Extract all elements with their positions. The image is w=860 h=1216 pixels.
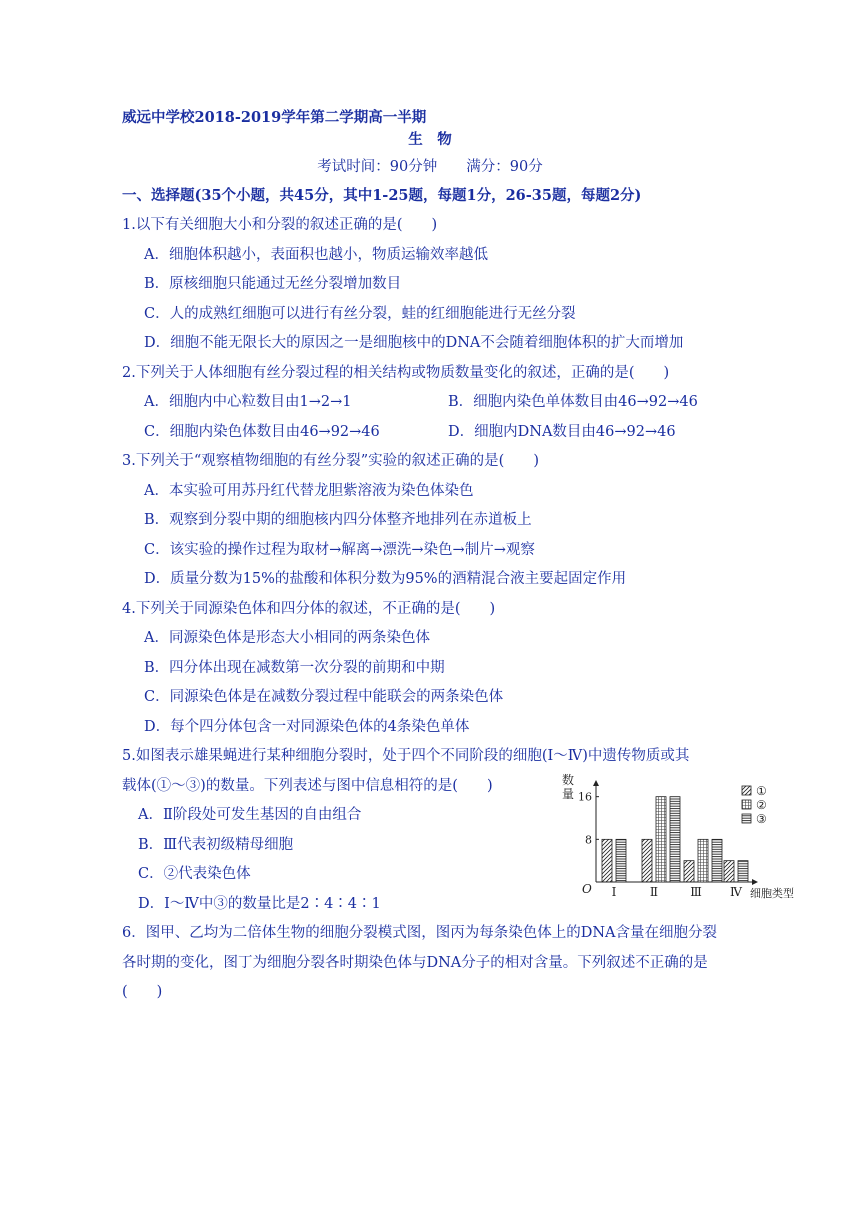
bar-4-series-1	[724, 861, 734, 882]
x-axis-label: 细胞类型	[750, 887, 794, 900]
school-title: 威远中学校2018-2019学年第二学期高一半期	[122, 109, 427, 126]
bar-3-series-2	[698, 839, 708, 882]
bar-2-series-1	[642, 839, 652, 882]
cell-division-bar-chart	[556, 772, 798, 902]
legend-swatch-3	[742, 814, 751, 823]
question-4-option-a: A．同源染色体是形态大小相同的两条染色体	[144, 630, 430, 646]
question-2-stem: 2.下列关于人体细胞有丝分裂过程的相关结构或物质数量变化的叙述，正确的是( )	[122, 365, 670, 381]
question-1-option-a: A．细胞体积越小，表面积也越小，物质运输效率越低	[144, 247, 488, 263]
question-4-option-d: D．每个四分体包含一对同源染色体的4条染色单体	[144, 719, 470, 735]
bar-3-series-1	[684, 861, 694, 882]
question-3-option-b: B．观察到分裂中期的细胞核内四分体整齐地排列在赤道板上	[144, 512, 532, 528]
bar-2-series-3	[670, 797, 680, 882]
x-tick-label-1: Ⅰ	[611, 885, 617, 899]
x-tick-label-3: Ⅲ	[690, 885, 702, 899]
exam-info: 考试时间：90分钟 满分：90分	[317, 159, 543, 175]
legend-label-1: ①	[756, 784, 767, 798]
question-4-stem: 4.下列关于同源染色体和四分体的叙述，不正确的是( )	[122, 601, 496, 617]
question-2-option-c: C．细胞内染色体数目由46→92→46	[144, 424, 380, 440]
y-axis-label-2: 量	[562, 787, 575, 801]
question-5-option-c: C．②代表染色体	[138, 866, 251, 882]
bar-1-series-1	[602, 839, 612, 882]
question-5-option-a: A．Ⅱ阶段处可发生基因的自由组合	[138, 807, 362, 823]
x-axis-arrow	[752, 879, 758, 885]
question-3-stem: 3.下列关于“观察植物细胞的有丝分裂”实验的叙述正确的是( )	[122, 453, 539, 469]
bar-2-series-2	[656, 797, 666, 882]
question-4-option-c: C．同源染色体是在减数分裂过程中能联会的两条染色体	[144, 689, 504, 705]
y-tick-label-8: 8	[585, 833, 592, 847]
legend-label-2: ②	[756, 798, 767, 812]
section-title: 一、选择题(35个小题，共45分，其中1-25题，每题1分，26-35题，每题2分)	[122, 187, 642, 204]
question-1-option-b: B．原核细胞只能通过无丝分裂增加数目	[144, 276, 402, 292]
bar-4-series-3	[738, 861, 748, 882]
bar-1-series-3	[616, 839, 626, 882]
y-tick-label-16: 16	[578, 790, 592, 804]
question-3-option-a: A．本实验可用苏丹红代替龙胆紫溶液为染色体染色	[144, 483, 474, 499]
question-3-option-c: C．该实验的操作过程为取材→解离→漂洗→染色→制片→观察	[144, 542, 535, 558]
subject-title: 生 物	[408, 131, 452, 148]
question-1-option-d: D．细胞不能无限长大的原因之一是细胞核中的DNA不会随着细胞体积的扩大而增加	[144, 335, 684, 351]
question-6-stem-line-2: 各时期的变化，图丁为细胞分裂各时期染色体与DNA分子的相对含量。下列叙述不正确的是	[122, 955, 708, 971]
question-3-option-d: D．质量分数为15%的盐酸和体积分数为95%的酒精混合液主要起固定作用	[144, 571, 627, 587]
legend-swatch-1	[742, 786, 751, 795]
question-5-option-d: D．Ⅰ～Ⅳ中③的数量比是2∶4∶4∶1	[138, 896, 381, 912]
legend-swatch-2	[742, 800, 751, 809]
x-tick-label-2: Ⅱ	[649, 885, 659, 899]
question-1-option-c: C．人的成熟红细胞可以进行有丝分裂，蛙的红细胞能进行无丝分裂	[144, 306, 576, 322]
question-2-option-b: B．细胞内染色单体数目由46→92→46	[448, 394, 698, 410]
question-5-stem-line-1: 5.如图表示雄果蝇进行某种细胞分裂时，处于四个不同阶段的细胞(Ⅰ～Ⅳ)中遗传物质或其	[122, 748, 690, 764]
question-4-option-b: B．四分体出现在减数第一次分裂的前期和中期	[144, 660, 445, 676]
origin-label: O	[582, 882, 592, 896]
question-2-option-a: A．细胞内中心粒数目由1→2→1	[144, 394, 352, 410]
y-axis-label: 数	[562, 773, 575, 787]
question-6-stem-line-3: ( )	[122, 984, 163, 1000]
question-6-stem-line-1: 6．图甲、乙均为二倍体生物的细胞分裂模式图，图丙为每条染色体上的DNA含量在细胞分裂	[122, 925, 718, 941]
question-1-stem: 1.以下有关细胞大小和分裂的叙述正确的是( )	[122, 217, 438, 233]
question-5-stem-line-2: 载体(①～③)的数量。下列表述与图中信息相符的是( )	[122, 778, 493, 794]
y-axis-arrow	[593, 780, 599, 786]
bar-3-series-3	[712, 839, 722, 882]
question-2-option-d: D．细胞内DNA数目由46→92→46	[448, 424, 676, 440]
question-5-option-b: B．Ⅲ代表初级精母细胞	[138, 837, 294, 853]
legend-label-3: ③	[756, 812, 767, 826]
x-tick-label-4: Ⅳ	[730, 885, 742, 899]
